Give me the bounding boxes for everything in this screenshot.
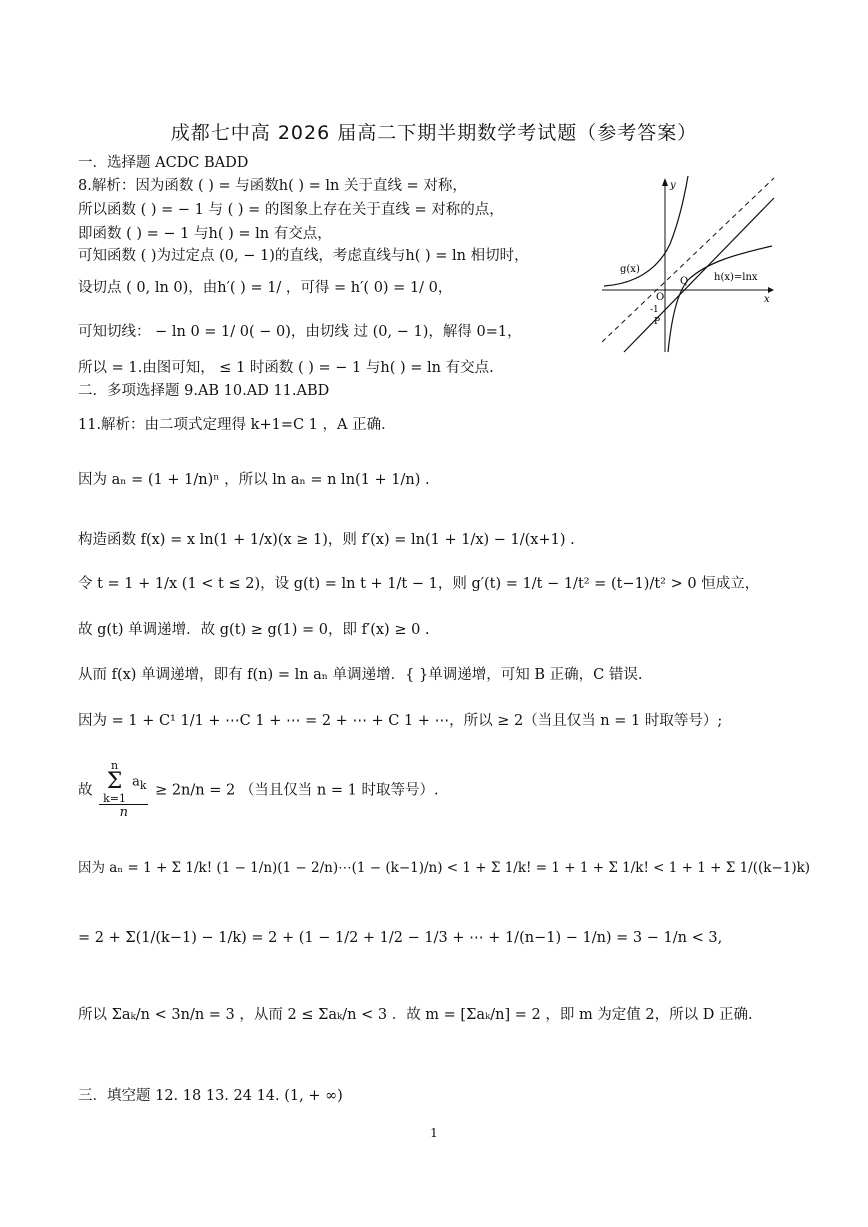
- origin-label: O: [656, 292, 665, 303]
- q8-line-2: 所以函数 ( ) = − 1 与 ( ) = 的图象上存在关于直线 = 对称的点，: [78, 202, 504, 218]
- q8-line-1: 8.解析：因为函数 ( ) = 与函数h( ) = ln 关于直线 = 对称，: [78, 178, 467, 194]
- q11-line-7: 因为 = 1 + C¹ 1/1 + ⋯C 1 + ⋯ = 2 + ⋯ + C 1 + ⋯，所以 ≥ 2（当且仅当 n = 1 时取等号）;: [78, 713, 723, 729]
- p-label: P: [654, 317, 661, 327]
- h-label: h(x)=lnx: [714, 272, 758, 283]
- q11-line-5: 故 g(t) 单调递增．故 g(t) ≥ g(1) = 0，即 f′(x) ≥ 0 .: [78, 622, 430, 638]
- q8-line-4: 可知函数 ( )为过定点 (0, − 1)的直线，考虑直线与h( ) = ln 相切时，: [78, 248, 529, 264]
- q11-line-4: 令 t = 1 + 1/x (1 < t ≤ 2)，设 g(t) = ln t + 1/t − 1，则 g′(t) = 1/t − 1/t² = (t−1)/t² > 0 恒成立，: [78, 576, 760, 592]
- g-label: g(x): [620, 264, 640, 275]
- y-label: y: [670, 180, 676, 191]
- section-3-fill-blank: 三．填空题 12. 18 13. 24 14. (1, + ∞): [78, 1088, 343, 1104]
- minus-one-label: -1: [650, 305, 659, 315]
- q8-line-3: 即函数 ( ) = − 1 与h( ) = ln 有交点，: [78, 226, 332, 242]
- sum-ak-over-n: n Σ k=1 $a_k$ n: [99, 760, 148, 821]
- section-2-multi-choice: 二．多项选择题 9.AB 10.AD 11.ABD: [78, 383, 330, 399]
- q11-line-11: 所以 Σaₖ/n < 3n/n = 3 ，从而 2 ≤ Σaₖ/n < 3 ．故 m = [Σaₖ/n] = 2 ，即 m 为定值 2，所以 D 正确.: [78, 1007, 753, 1023]
- y-axis-arrow: [662, 178, 668, 186]
- q11-line-3: 构造函数 f(x) = x ln(1 + 1/x)(x ≥ 1)，则 f′(x) = ln(1 + 1/x) − 1/(x+1) .: [78, 532, 575, 548]
- q11-line-8: [78, 760, 439, 821]
- q11-line-10: = 2 + Σ(1/(k−1) − 1/k) = 2 + (1 − 1/2 + 1/2 − 1/3 + ⋯ + 1/(n−1) − 1/n) = 3 − 1/n < 3,: [78, 930, 723, 946]
- q11-line-8-ineq: ≥ 2n/n = 2: [155, 782, 236, 799]
- page-number: 1: [430, 1126, 438, 1140]
- x-label: x: [764, 294, 770, 305]
- q8-line-6: 可知切线： − ln 0 = 1/ 0( − 0)，由切线 过 (0, − 1)，解得 0=1，: [78, 324, 522, 340]
- q8-line-5: 设切点 ( 0, ln 0)，由h′( ) = 1/ ，可得 = h′( 0) = 1/ 0，: [78, 280, 453, 296]
- line-y-eq-x: [602, 178, 774, 342]
- q11-line-8-prefix: 故: [78, 782, 93, 799]
- g-curve: [604, 176, 688, 286]
- h-curve: [668, 246, 772, 352]
- q11-line-2: 因为 aₙ = (1 + 1/n)ⁿ ，所以 ln aₙ = n ln(1 + 1/n) .: [78, 472, 430, 488]
- x-axis-arrow: [768, 287, 774, 293]
- q8-line-7: 所以 = 1.由图可知， ≤ 1 时函数 ( ) = − 1 与h( ) = ln 有交点.: [78, 360, 494, 376]
- q-label: Q: [680, 276, 689, 287]
- q11-line-6: 从而 f(x) 单调递增，即有 f(n) = ln aₙ 单调递增．{ }单调递增，可知 B 正确，C 错误.: [78, 667, 643, 683]
- page-title: 成都七中高 2026 届高二下期半期数学考试题（参考答案）: [170, 122, 698, 144]
- q11-line-8-note: （当且仅当 n = 1 时取等号）.: [239, 782, 439, 799]
- function-graph: [602, 174, 778, 354]
- section-1-choice: 一．选择题 ACDC BADD: [78, 155, 249, 171]
- q11-line-9: 因为 aₙ = 1 + Σ 1/k! (1 − 1/n)(1 − 2/n)⋯(1 − (k−1)/n) < 1 + Σ 1/k! = 1 + 1 + Σ 1/k! < 1 + 1 + Σ 1/((k−1)k): [78, 860, 811, 876]
- q11-line-1: 11.解析：由二项式定理得 k+1=C 1 ，A 正确．: [78, 417, 396, 433]
